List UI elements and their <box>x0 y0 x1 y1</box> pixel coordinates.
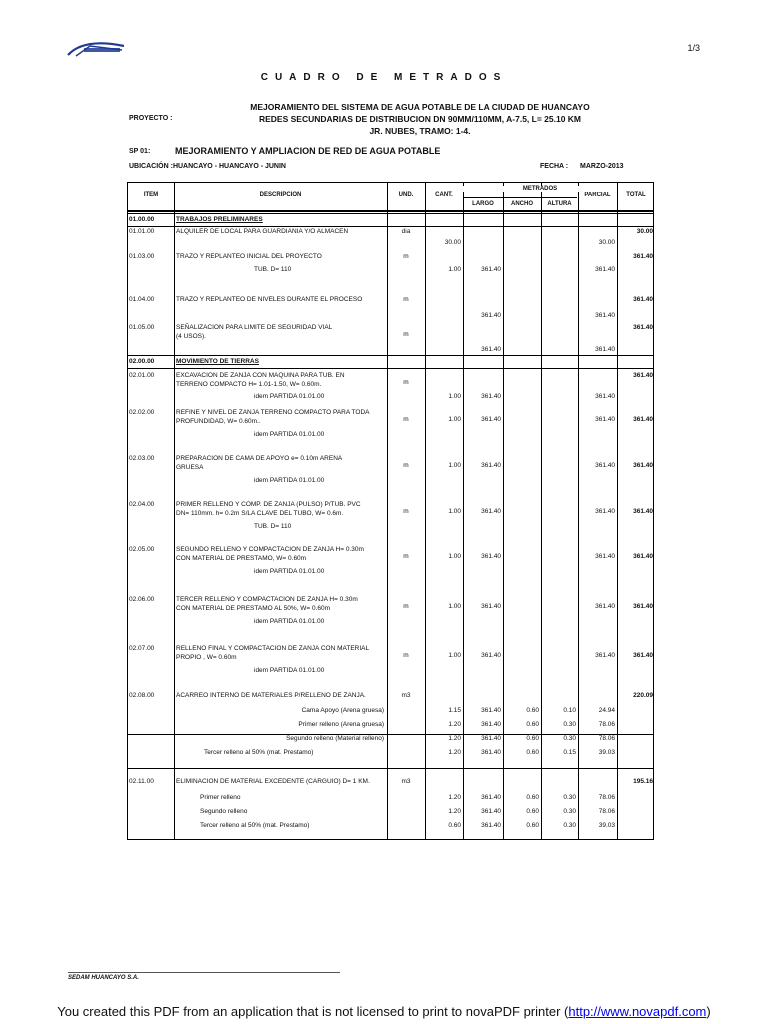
item-code: 02.06.00 <box>129 596 155 603</box>
item-description-cont: CON MATERIAL DE PRESTAMO, W= 0.60m <box>176 555 307 562</box>
sub-description: Tercer relleno al 50% (mat. Prestamo) <box>204 749 314 756</box>
total-value: 361.40 <box>633 324 653 331</box>
total-value: 361.40 <box>633 508 653 515</box>
parcial-value: 361.40 <box>595 652 615 659</box>
item-code: 02.02.00 <box>129 409 155 416</box>
cant-value: 0.60 <box>448 822 461 829</box>
cant-value: 1.20 <box>448 749 461 756</box>
total-value: 361.40 <box>633 372 653 379</box>
novapdf-link[interactable]: http://www.novapdf.com <box>568 1004 707 1019</box>
parcial-value: 361.40 <box>595 312 615 319</box>
company-logo <box>66 40 128 58</box>
unit: dia <box>401 228 411 235</box>
sub-description: idem PARTIDA 01.01.00 <box>254 477 325 484</box>
parcial-value: 361.40 <box>595 462 615 469</box>
parcial-value: 78.06 <box>598 721 615 728</box>
cant-value: 1.20 <box>448 808 461 815</box>
altura-value: 0.30 <box>563 735 576 742</box>
metrados-subheader-line <box>463 197 577 198</box>
ancho-value: 0.60 <box>526 721 539 728</box>
cant-value: 1.00 <box>448 393 461 400</box>
item-code: 02.01.00 <box>129 372 155 379</box>
project-label: PROYECTO : <box>129 115 173 122</box>
total-value: 361.40 <box>633 416 653 423</box>
item-description-cont: PROFUNDIDAD, W= 0.60m.. <box>176 418 261 425</box>
header-metrados: METRADOS <box>463 186 617 192</box>
document-title: CUADRO DE METRADOS <box>260 72 508 83</box>
item-code: 01.01.00 <box>129 228 155 235</box>
sub-description: idem PARTIDA 01.01.00 <box>254 431 325 438</box>
total-value: 361.40 <box>633 652 653 659</box>
altura-value: 0.30 <box>563 794 576 801</box>
item-description: TERCER RELLENO Y COMPACTACION DE ZANJA H= 0.30m <box>176 596 358 603</box>
largo-value: 361.40 <box>481 652 501 659</box>
largo-value: 361.40 <box>481 707 501 714</box>
unit: m3 <box>401 692 411 699</box>
unit: m <box>403 296 409 303</box>
unit: m <box>403 603 409 610</box>
sub-description: TUB. D= 110 <box>254 266 292 273</box>
footer-company: SEDAM HUANCAYO S.A. <box>68 975 139 981</box>
header-altura: ALTURA <box>547 201 572 207</box>
unit: m <box>403 416 409 423</box>
cant-value: 1.20 <box>448 794 461 801</box>
page-number: 1/3 <box>687 43 700 53</box>
section-top-rule <box>128 355 653 356</box>
item-code: 02.07.00 <box>129 645 155 652</box>
cant-value: 30.00 <box>444 239 461 246</box>
total-value: 361.40 <box>633 553 653 560</box>
item-description: PRIMER RELLENO Y COMP. DE ZANJA (PULSO) P/TUB. PVC <box>176 501 361 508</box>
largo-value: 361.40 <box>481 553 501 560</box>
cant-value: 1.20 <box>448 721 461 728</box>
parcial-value: 78.06 <box>598 735 615 742</box>
item-code: 02.04.00 <box>129 501 155 508</box>
item-description: ELIMINACION DE MATERIAL EXCEDENTE (CARGUIO) D= 1 KM. <box>176 778 370 785</box>
altura-value: 0.30 <box>563 822 576 829</box>
cant-value: 1.00 <box>448 508 461 515</box>
item-description: REFINE Y NIVEL DE ZANJA TERRENO COMPACTO PARA TODA <box>176 409 370 416</box>
novapdf-notice <box>0 1004 768 1019</box>
sub-description: Primer relleno <box>200 794 241 801</box>
parcial-value: 78.06 <box>598 794 615 801</box>
sub-description: Primer relleno (Arena gruesa) <box>298 721 384 728</box>
unit: m3 <box>401 778 411 785</box>
novapdf-suffix: ) <box>706 1004 711 1019</box>
item-code: 01.03.00 <box>129 253 155 260</box>
header-descripcion: DESCRIPCION <box>259 192 302 198</box>
section-title: TRABAJOS PRELIMINARES <box>176 216 263 223</box>
largo-value: 361.40 <box>481 462 501 469</box>
item-description-cont: (4 USOS). <box>176 333 206 340</box>
altura-value: 0.30 <box>563 808 576 815</box>
metrados-table <box>127 182 654 840</box>
cant-value: 1.00 <box>448 553 461 560</box>
header-largo: LARGO <box>472 201 494 207</box>
ancho-value: 0.60 <box>526 822 539 829</box>
section-underline-rule <box>128 368 653 369</box>
item-code: 02.03.00 <box>129 455 155 462</box>
item-code: 02.00.00 <box>129 358 155 365</box>
item-description-cont: CON MATERIAL DE PRESTAMO AL 50%, W= 0.60m <box>176 605 331 612</box>
cant-value: 1.00 <box>448 603 461 610</box>
unit: m <box>403 652 409 659</box>
largo-value: 361.40 <box>481 393 501 400</box>
largo-value: 361.40 <box>481 808 501 815</box>
ancho-value: 0.60 <box>526 707 539 714</box>
largo-value: 361.40 <box>481 312 501 319</box>
sub-description: idem PARTIDA 01.01.00 <box>254 667 325 674</box>
group-rule <box>128 734 653 735</box>
section-top-rule <box>128 213 653 214</box>
ancho-value: 0.60 <box>526 794 539 801</box>
parcial-value: 361.40 <box>595 393 615 400</box>
sub-description: Segundo relleno <box>200 808 248 815</box>
unit: m <box>403 508 409 515</box>
largo-value: 361.40 <box>481 822 501 829</box>
header-ancho: ANCHO <box>511 201 533 207</box>
novapdf-text: You created this PDF from an application that is not licensed to print to novaPDF printer ( <box>57 1004 569 1019</box>
sp-label: SP 01: <box>129 148 151 155</box>
project-line: JR. NUBES, TRAMO: 1-4. <box>369 126 471 136</box>
item-description: EXCAVACION DE ZANJA CON MAQUINA PARA TUB. EN <box>176 372 345 379</box>
date-value: MARZO-2013 <box>580 163 624 170</box>
total-value: 361.40 <box>633 603 653 610</box>
item-description: SEÑALIZACION PARA LIMITE DE SEGURIDAD VIAL <box>176 324 333 331</box>
parcial-value: 361.40 <box>595 416 615 423</box>
altura-value: 0.15 <box>563 749 576 756</box>
item-code: 01.04.00 <box>129 296 155 303</box>
cant-value: 1.00 <box>448 462 461 469</box>
item-description: SEGUNDO RELLENO Y COMPACTACION DE ZANJA H= 0.30m <box>176 546 364 553</box>
parcial-value: 39.03 <box>598 749 615 756</box>
item-description: ACARREO INTERNO DE MATERIALES P/RELLENO DE ZANJA. <box>176 692 366 699</box>
item-code: 01.05.00 <box>129 324 155 331</box>
largo-value: 361.40 <box>481 735 501 742</box>
footer-line <box>68 972 340 973</box>
cant-value: 1.00 <box>448 266 461 273</box>
total-value: 30.00 <box>636 228 653 235</box>
col-divider <box>174 183 175 839</box>
cant-value: 1.15 <box>448 707 461 714</box>
unit: m <box>403 462 409 469</box>
altura-value: 0.10 <box>563 707 576 714</box>
parcial-value: 361.40 <box>595 553 615 560</box>
item-code: 01.00.00 <box>129 216 155 223</box>
item-description: TRAZO Y REPLANTEO INICIAL DEL PROYECTO <box>176 253 322 260</box>
sub-description: Cama Apoyo (Arena gruesa) <box>301 707 384 714</box>
sub-description: Segundo relleno (Material relleno) <box>286 735 384 742</box>
header-item: ITEM <box>143 192 159 198</box>
largo-value: 361.40 <box>481 794 501 801</box>
header-cant: CANT. <box>435 192 453 198</box>
location: UBICACIÓN :HUANCAYO - HUANCAYO - JUNIN <box>129 163 286 170</box>
cant-value: 1.00 <box>448 652 461 659</box>
ancho-value: 0.60 <box>526 749 539 756</box>
item-description: RELLENO FINAL Y COMPACTACION DE ZANJA CON MATERIAL <box>176 645 370 652</box>
item-code: 02.11.00 <box>129 778 154 785</box>
project-line: MEJORAMIENTO DEL SISTEMA DE AGUA POTABLE DE LA CIUDAD DE HUANCAYO <box>250 102 590 112</box>
item-description-cont: GRUESA <box>176 464 204 471</box>
item-code: 02.05.00 <box>129 546 155 553</box>
largo-value: 361.40 <box>481 508 501 515</box>
date-label: FECHA : <box>540 163 569 170</box>
project-description <box>150 101 690 137</box>
item-description-cont: PROPIO , W= 0.60m <box>176 654 237 661</box>
largo-value: 361.40 <box>481 721 501 728</box>
sub-description: Tercer relleno al 50% (mat. Prestamo) <box>200 822 310 829</box>
group-rule <box>128 768 653 769</box>
largo-value: 361.40 <box>481 603 501 610</box>
header-bottom-line <box>128 210 653 212</box>
total-value: 361.40 <box>633 296 653 303</box>
cant-value: 1.20 <box>448 735 461 742</box>
total-value: 361.40 <box>633 462 653 469</box>
item-code: 02.08.00 <box>129 692 155 699</box>
cant-value: 1.00 <box>448 416 461 423</box>
project-line: REDES SECUNDARIAS DE DISTRIBUCION DN 90MM/110MM, A-7.5, L= 25.10 KM <box>258 114 582 124</box>
unit: m <box>403 553 409 560</box>
largo-value: 361.40 <box>481 266 501 273</box>
item-description: PREPARACION DE CAMA DE APOYO e= 0.10m ARENA <box>176 455 343 462</box>
sub-description: idem PARTIDA 01.01.00 <box>254 568 325 575</box>
parcial-value: 24.94 <box>598 707 615 714</box>
ancho-value: 0.60 <box>526 735 539 742</box>
ancho-value: 0.60 <box>526 808 539 815</box>
header-und: UND. <box>398 192 414 198</box>
sub-description: TUB. D= 110 <box>254 523 292 530</box>
total-value: 220.09 <box>633 692 653 699</box>
unit: m <box>403 331 409 338</box>
item-description: ALQUILER DE LOCAL PARA GUARDIANIA Y/O ALMACEN <box>176 228 349 235</box>
total-value: 195.16 <box>633 778 653 785</box>
parcial-value: 361.40 <box>595 266 615 273</box>
header-total: TOTAL <box>626 192 646 198</box>
unit: m <box>403 379 409 386</box>
parcial-value: 30.00 <box>598 239 615 246</box>
header-parcial: PARCIAL <box>584 192 611 198</box>
parcial-value: 361.40 <box>595 346 615 353</box>
sp-description: MEJORAMIENTO Y AMPLIACION DE RED DE AGUA POTABLE <box>175 146 441 156</box>
largo-value: 361.40 <box>481 416 501 423</box>
item-description-cont: DN= 110mm. h= 0.2m S/LA CLAVE DEL TUBO, W= 0.6m. <box>176 510 344 517</box>
item-description-cont: TERRENO COMPACTO H= 1.01-1.50, W= 0.60m. <box>176 381 322 388</box>
parcial-value: 78.06 <box>598 808 615 815</box>
sub-description: idem PARTIDA 01.01.00 <box>254 618 325 625</box>
total-value: 361.40 <box>633 253 653 260</box>
section-title: MOVIMIENTO DE TIERRAS <box>176 358 259 365</box>
largo-value: 361.40 <box>481 346 501 353</box>
item-description: TRAZO Y REPLANTEO DE NIVELES DURANTE EL PROCESO <box>176 296 363 303</box>
parcial-value: 39.03 <box>598 822 615 829</box>
altura-value: 0.30 <box>563 721 576 728</box>
parcial-value: 361.40 <box>595 508 615 515</box>
unit: m <box>403 253 409 260</box>
largo-value: 361.40 <box>481 749 501 756</box>
parcial-value: 361.40 <box>595 603 615 610</box>
sub-description: idem PARTIDA 01.01.00 <box>254 393 325 400</box>
